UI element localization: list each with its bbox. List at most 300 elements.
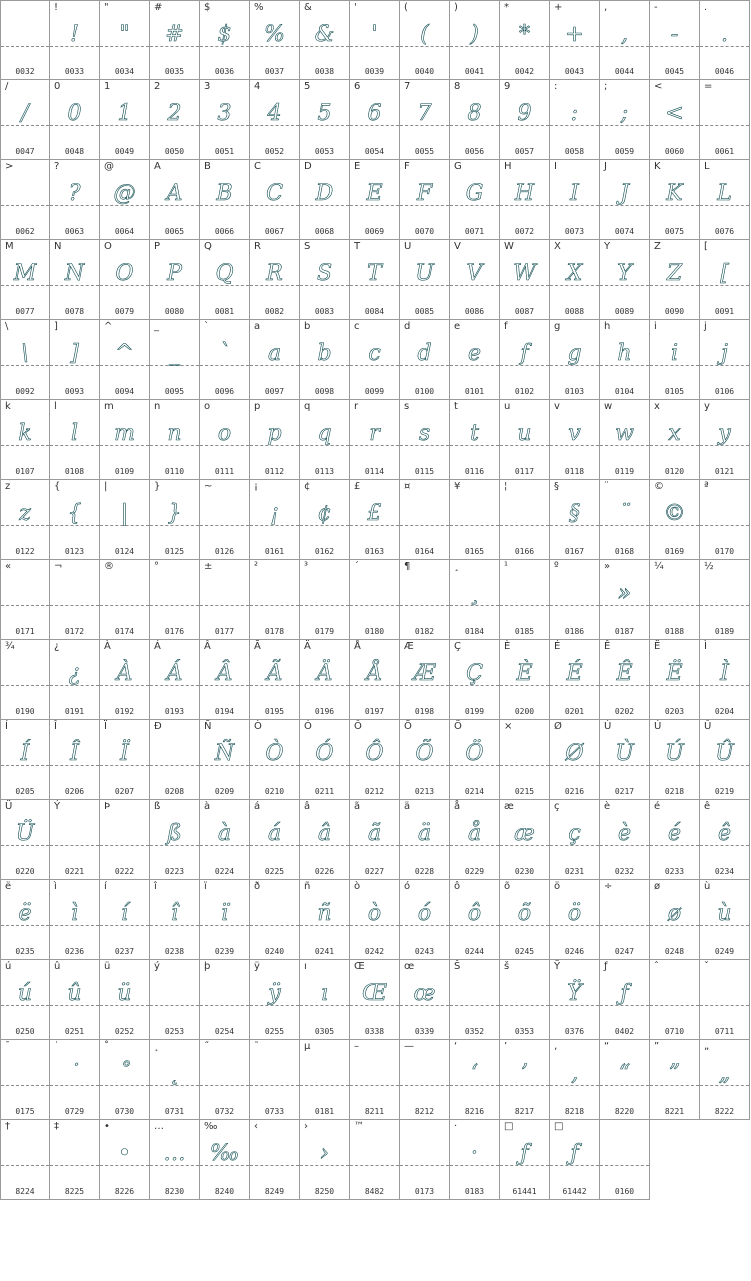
glyph-sample: 1: [117, 101, 132, 126]
glyph-label: Q: [204, 241, 212, 252]
glyph-code: 0063: [64, 227, 85, 236]
glyph-sample: ú: [17, 981, 33, 1006]
glyph-label: ©: [654, 481, 664, 492]
glyph-code: 0223: [164, 867, 185, 876]
glyph-label: T: [354, 241, 361, 252]
glyph-label: ±: [204, 561, 213, 572]
glyph-code: 0092: [15, 387, 35, 396]
baseline-guide: [700, 525, 749, 526]
glyph-label: Ù: [604, 721, 612, 732]
glyph-cell-0097: [250, 320, 300, 400]
glyph-sample: f: [520, 341, 529, 366]
baseline-guide: [350, 1085, 399, 1086]
glyph-label: p: [254, 401, 261, 412]
glyph-sample: ë: [18, 901, 32, 926]
glyph-cell-0711: [700, 960, 750, 1040]
glyph-cell-0200: [500, 640, 550, 720]
glyph-code: 0730: [114, 1107, 135, 1116]
glyph-sample: ;: [620, 101, 629, 126]
glyph-cell-0059: [600, 80, 650, 160]
glyph-label: Œ: [354, 961, 365, 972]
glyph-sample: ‘: [471, 1061, 478, 1086]
glyph-cell-0126: [200, 480, 250, 560]
glyph-cell-0233: [650, 800, 700, 880]
baseline-guide: [250, 925, 299, 926]
glyph-label: Ï: [104, 721, 107, 732]
glyph-label: ê: [704, 801, 711, 812]
glyph-code: 0177: [214, 627, 235, 636]
glyph-sample: U: [415, 261, 434, 286]
glyph-label: Ê: [604, 641, 611, 652]
baseline-guide: [500, 765, 549, 766]
glyph-label: ‡: [54, 1121, 59, 1132]
glyph-code: 0163: [364, 547, 385, 556]
glyph-sample: ˙: [69, 1061, 80, 1086]
glyph-code: 0199: [464, 707, 485, 716]
glyph-label: ¥: [454, 481, 461, 492]
glyph-sample: z: [19, 501, 31, 526]
baseline-guide: [400, 525, 449, 526]
glyph-code: 0208: [164, 787, 185, 796]
glyph-code: 0338: [364, 1027, 385, 1036]
glyph-sample: £: [367, 501, 382, 526]
glyph-cell-0239: [200, 880, 250, 960]
glyph-cell-0087: [500, 240, 550, 320]
glyph-label: ¸: [454, 561, 459, 572]
baseline-guide: [50, 1165, 99, 1166]
glyph-cell-0045: [650, 0, 700, 80]
baseline-guide: [400, 605, 449, 606]
glyph-label: d: [404, 321, 411, 332]
glyph-cell-0195: [250, 640, 300, 720]
glyph-cell-0049: [100, 80, 150, 160]
glyph-label: M: [5, 241, 14, 252]
baseline-guide: [500, 1005, 549, 1006]
glyph-label: –: [354, 1041, 359, 1052]
glyph-code: 0235: [15, 947, 35, 956]
glyph-cell-0161: [250, 480, 300, 560]
baseline-guide: [350, 1165, 399, 1166]
glyph-label: Ö: [454, 721, 462, 732]
glyph-label: ¾: [5, 641, 15, 652]
glyph-label: ı: [304, 961, 307, 972]
glyph-label: ª: [704, 481, 709, 492]
glyph-code: 0070: [414, 227, 435, 236]
glyph-sample: ç: [568, 821, 581, 846]
glyph-code: 0179: [314, 627, 335, 636]
glyph-cell-0218: [650, 720, 700, 800]
glyph-label: k: [5, 401, 11, 412]
glyph-sample: Y: [617, 261, 632, 286]
glyph-label: x: [654, 401, 660, 412]
glyph-sample: Q: [215, 261, 234, 286]
glyph-label: a: [254, 321, 261, 332]
glyph-code: 0056: [464, 147, 485, 156]
glyph-sample: à: [217, 821, 232, 846]
glyph-cell-8482: [350, 1120, 400, 1200]
glyph-label: ¿: [54, 641, 60, 652]
glyph-sample: b: [317, 341, 332, 366]
baseline-guide: [650, 605, 699, 606]
glyph-code: 0231: [564, 867, 585, 876]
glyph-code: 0082: [264, 307, 285, 316]
glyph-cell-0338: [350, 960, 400, 1040]
baseline-guide: [400, 1165, 449, 1166]
glyph-cell-0172: [50, 560, 100, 640]
glyph-cell-0197: [350, 640, 400, 720]
glyph-code: 0100: [414, 387, 435, 396]
glyph-code: 0238: [164, 947, 185, 956]
glyph-label: ç: [554, 801, 560, 812]
glyph-sample: n: [167, 421, 182, 446]
glyph-label: ´: [354, 561, 359, 572]
glyph-code: 0091: [714, 307, 735, 316]
glyph-label: Ç: [454, 641, 461, 652]
glyph-cell-0044: [600, 0, 650, 80]
glyph-cell-0120: [650, 400, 700, 480]
glyph-cell-0246: [550, 880, 600, 960]
glyph-label: ': [354, 2, 357, 13]
glyph-code: 0164: [414, 547, 435, 556]
glyph-cell-0063: [50, 160, 100, 240]
glyph-cell-0243: [400, 880, 450, 960]
glyph-label: Ð: [154, 721, 162, 732]
glyph-label: \: [5, 321, 9, 332]
glyph-sample: ˚: [119, 1061, 130, 1086]
glyph-cell-0037: [250, 0, 300, 80]
glyph-label: -: [654, 2, 658, 13]
glyph-label: ¦: [504, 481, 508, 492]
glyph-label: 7: [404, 81, 411, 92]
glyph-label: á: [254, 801, 261, 812]
glyph-cell-0199: [450, 640, 500, 720]
glyph-cell-0048: [50, 80, 100, 160]
glyph-label: W: [504, 241, 514, 252]
glyph-cell-0245: [500, 880, 550, 960]
glyph-label: ¢: [304, 481, 311, 492]
glyph-code: 61441: [512, 1187, 537, 1196]
glyph-label: N: [54, 241, 62, 252]
glyph-code: 8217: [514, 1107, 535, 1116]
glyph-cell-0196: [300, 640, 350, 720]
glyph-sample: é: [667, 821, 682, 846]
glyph-sample: v: [568, 421, 581, 446]
glyph-sample: 6: [367, 101, 382, 126]
glyph-sample: “: [618, 1061, 631, 1086]
glyph-code: 0125: [164, 547, 185, 556]
glyph-code: 0172: [64, 627, 85, 636]
glyph-cell-8212: [400, 1040, 450, 1120]
glyph-cell-0100: [400, 320, 450, 400]
glyph-sample: #: [165, 22, 184, 47]
glyph-cell-0116: [450, 400, 500, 480]
glyph-label: D: [304, 161, 312, 172]
glyph-cell-0188: [650, 560, 700, 640]
glyph-cell-0235: [0, 880, 50, 960]
glyph-code: 0039: [364, 67, 385, 76]
glyph-label: {: [54, 481, 61, 492]
glyph-code: 0101: [464, 387, 485, 396]
glyph-code: 0214: [464, 787, 485, 796]
glyph-sample: ò: [367, 901, 382, 926]
glyph-label: ‚: [554, 1041, 558, 1052]
glyph-cell-0167: [550, 480, 600, 560]
glyph-cell-8217: [500, 1040, 550, 1120]
glyph-cell-0193: [150, 640, 200, 720]
glyph-sample: Ù: [615, 741, 634, 766]
glyph-code: 0242: [364, 947, 385, 956]
glyph-cell-8226: [100, 1120, 150, 1200]
glyph-code: 0248: [664, 947, 685, 956]
glyph-code: 0098: [314, 387, 335, 396]
glyph-label: À: [104, 641, 111, 652]
glyph-label: +: [554, 2, 563, 13]
glyph-code: 0059: [614, 147, 635, 156]
glyph-cell-0098: [300, 320, 350, 400]
glyph-label: •: [104, 1121, 110, 1132]
glyph-code: 0195: [264, 707, 285, 716]
glyph-cell-0236: [50, 880, 100, 960]
glyph-label: Š: [454, 961, 461, 972]
glyph-code: 0121: [714, 467, 735, 476]
glyph-label: ": [104, 2, 109, 13]
glyph-label: E: [354, 161, 361, 172]
baseline-guide: [450, 1005, 499, 1006]
glyph-label: ®: [104, 561, 114, 572]
glyph-code: 0055: [414, 147, 435, 156]
glyph-cell-0228: [400, 800, 450, 880]
glyph-cell-0032: [0, 0, 50, 80]
glyph-sample: Ô: [365, 741, 384, 766]
glyph-code: 0731: [164, 1107, 185, 1116]
glyph-label: o: [204, 401, 211, 412]
glyph-code: 0071: [464, 227, 485, 236]
glyph-cell-0078: [50, 240, 100, 320]
glyph-code: 0036: [214, 67, 235, 76]
glyph-cell-0202: [600, 640, 650, 720]
glyph-label: §: [554, 481, 559, 492]
glyph-cell-0192: [100, 640, 150, 720]
glyph-sample: ›: [320, 1141, 329, 1166]
glyph-code: 0167: [564, 547, 585, 556]
glyph-cell-0034: [100, 0, 150, 80]
glyph-cell-0198: [400, 640, 450, 720]
glyph-label: “: [604, 1041, 610, 1052]
glyph-sample: ”: [668, 1061, 681, 1086]
glyph-code: 0077: [15, 307, 35, 316]
glyph-cell-0033: [50, 0, 100, 80]
glyph-code: 0054: [364, 147, 385, 156]
glyph-label: Â: [204, 641, 211, 652]
glyph-code: 0251: [64, 1027, 85, 1036]
glyph-cell-0376: [550, 960, 600, 1040]
glyph-label: Z: [654, 241, 661, 252]
glyph-sample: Á: [166, 661, 183, 686]
glyph-cell-0075: [650, 160, 700, 240]
baseline-guide: [500, 605, 549, 606]
glyph-label: u: [504, 401, 511, 412]
glyph-code: 0045: [664, 67, 685, 76]
glyph-cell-0074: [600, 160, 650, 240]
glyph-label: |: [104, 481, 108, 492]
glyph-cell-0168: [600, 480, 650, 560]
glyph-code: 0245: [514, 947, 535, 956]
glyph-sample: ‚: [571, 1061, 578, 1086]
glyph-code: 8221: [664, 1107, 685, 1116]
glyph-label: ú: [5, 961, 12, 972]
glyph-sample: æ: [514, 821, 535, 846]
glyph-sample: |: [120, 501, 129, 526]
glyph-code: 8249: [264, 1187, 285, 1196]
glyph-label: 4: [254, 81, 261, 92]
glyph-label: ì: [54, 881, 57, 892]
glyph-label: ù: [704, 881, 711, 892]
glyph-code: 0051: [214, 147, 235, 156]
baseline-guide: [200, 525, 249, 526]
glyph-label: g: [554, 321, 561, 332]
glyph-label: $: [204, 2, 211, 13]
glyph-label: ›: [304, 1121, 308, 1132]
glyph-code: 0048: [64, 147, 85, 156]
glyph-cell-0254: [200, 960, 250, 1040]
glyph-code: 8212: [414, 1107, 435, 1116]
glyph-code: 0206: [64, 787, 85, 796]
glyph-code: 0190: [15, 707, 35, 716]
glyph-cell-0214: [450, 720, 500, 800]
baseline-guide: [1, 205, 49, 206]
glyph-code: 0067: [264, 227, 285, 236]
baseline-guide: [1, 1165, 49, 1166]
glyph-sample: O: [115, 261, 134, 286]
glyph-code: 0171: [15, 627, 35, 636]
glyph-sample: ï: [220, 901, 229, 926]
glyph-code: 0085: [414, 307, 435, 316]
glyph-code: 0173: [414, 1187, 435, 1196]
glyph-sample: s: [418, 421, 431, 446]
glyph-label: f: [504, 321, 508, 332]
glyph-code: 0218: [664, 787, 685, 796]
glyph-code: 8218: [564, 1107, 585, 1116]
baseline-guide: [150, 1005, 199, 1006]
glyph-sample: u: [517, 421, 532, 446]
glyph-code: 8224: [15, 1187, 35, 1196]
glyph-cell-0189: [700, 560, 750, 640]
glyph-label: ?: [54, 161, 60, 172]
glyph-cell-0229: [450, 800, 500, 880]
glyph-cell-0090: [650, 240, 700, 320]
glyph-label: û: [54, 961, 61, 972]
glyph-cell-0238: [150, 880, 200, 960]
glyph-sample: 5: [317, 101, 332, 126]
glyph-code: 0104: [614, 387, 635, 396]
glyph-sample: c: [368, 341, 381, 366]
glyph-sample: S: [316, 261, 333, 286]
glyph-code: 0186: [564, 627, 585, 636]
glyph-cell-0253: [150, 960, 200, 1040]
glyph-sample: Ï: [120, 741, 129, 766]
glyph-sample: G: [465, 181, 484, 206]
glyph-cell-0082: [250, 240, 300, 320]
glyph-sample: Í: [20, 741, 30, 766]
glyph-cell-0237: [100, 880, 150, 960]
glyph-code: 0225: [264, 867, 285, 876]
glyph-sample: ˛: [169, 1061, 180, 1086]
glyph-code: 0228: [414, 867, 435, 876]
glyph-label: >: [5, 161, 14, 172]
glyph-cell-0249: [700, 880, 750, 960]
baseline-guide: [700, 1005, 749, 1006]
glyph-code: 0089: [614, 307, 635, 316]
glyph-label: ¡: [254, 481, 259, 492]
glyph-label: ”: [654, 1041, 660, 1052]
glyph-sample: x: [668, 421, 681, 446]
glyph-label: J: [604, 161, 607, 172]
glyph-code: 0246: [564, 947, 585, 956]
glyph-label: :: [554, 81, 558, 92]
glyph-sample: È: [516, 661, 533, 686]
glyph-code: 0339: [414, 1027, 435, 1036]
glyph-code: 0069: [364, 227, 385, 236]
glyph-code: 0247: [614, 947, 635, 956]
glyph-code: 0215: [514, 787, 535, 796]
glyph-sample: ƒ: [570, 1141, 579, 1166]
glyph-sample: ,: [621, 22, 628, 47]
glyph-cell-0080: [150, 240, 200, 320]
glyph-label: °: [154, 561, 159, 572]
glyph-sample: $: [217, 22, 232, 47]
glyph-label: à: [204, 801, 211, 812]
glyph-code: 0097: [264, 387, 285, 396]
glyph-sample: ì: [70, 901, 79, 926]
glyph-cell-0088: [550, 240, 600, 320]
glyph-code: 0169: [664, 547, 685, 556]
glyph-code: 0187: [614, 627, 635, 636]
glyph-code: 0254: [214, 1027, 235, 1036]
glyph-sample: û: [67, 981, 82, 1006]
glyph-sample: À: [116, 661, 133, 686]
glyph-cell-0732: [200, 1040, 250, 1120]
glyph-cell-0042: [500, 0, 550, 80]
glyph-sample: t: [470, 421, 479, 446]
baseline-guide: [600, 925, 649, 926]
glyph-sample: »: [617, 581, 632, 606]
glyph-cell-0175: [0, 1040, 50, 1120]
glyph-code: 0096: [214, 387, 235, 396]
glyph-label: *: [504, 2, 509, 13]
glyph-sample: è: [617, 821, 632, 846]
glyph-label: ë: [5, 881, 12, 892]
glyph-label: Æ: [404, 641, 414, 652]
glyph-cell-0076: [700, 160, 750, 240]
glyph-code: 0107: [15, 467, 35, 476]
glyph-cell-0109: [100, 400, 150, 480]
glyph-code: 8222: [714, 1107, 735, 1116]
glyph-label: È: [504, 641, 511, 652]
glyph-label: `: [204, 321, 209, 332]
glyph-label: £: [354, 481, 361, 492]
glyph-cell-0069: [350, 160, 400, 240]
glyph-label: ˇ: [704, 961, 709, 972]
glyph-label: †: [5, 1121, 10, 1132]
glyph-cell-0062: [0, 160, 50, 240]
glyph-cell-0108: [50, 400, 100, 480]
glyph-sample: &: [314, 22, 335, 47]
glyph-cell-0123: [50, 480, 100, 560]
glyph-cell-0252: [100, 960, 150, 1040]
glyph-code: 0061: [714, 147, 735, 156]
glyph-label: Å: [354, 641, 361, 652]
glyph-label: □: [504, 1121, 514, 1132]
